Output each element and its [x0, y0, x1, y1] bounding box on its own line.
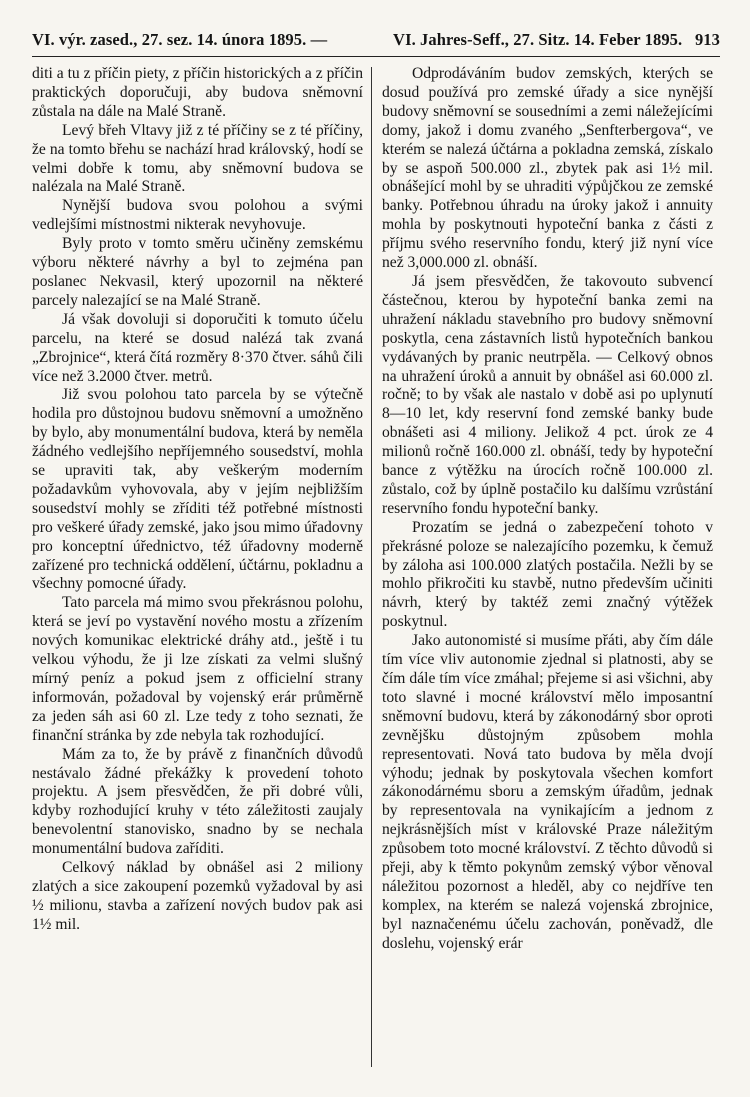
paragraph: Já však dovoluji si doporučiti k tomuto účelu parcelu, na které se dosud nalézá tak zvaná „Zbrojnice“, která čítá rozměry 8·370 čtver. sáhů čili více než 3.2000 čtver. metrů. — [32, 310, 363, 385]
page-number: 913 — [694, 30, 720, 49]
paragraph: Prozatím se jedná o zabezpečení tohoto v překrásné poloze se nalezajícího pozemku, k čemuž by záloha asi 100.000 zlatých postačila. Nežli by se mohlo přikročiti ku stavbě, nutno především učiniti návrh, který by taktéž zemi značný výtěžek poskytnul. — [382, 518, 713, 631]
paragraph: Byly proto v tomto směru učiněny zemskému výboru některé návrhy a byl to zejména pan poslanec Nekvasil, který upozornil na některé parcely nalezající se na Malé Straně. — [32, 235, 363, 309]
paragraph: Já jsem přesvědčen, že takovouto subvencí částečnou, kterou by hypoteční banka zemi na uhražení nákladu stavebního pro budovy sněmovní poskytla, cena zástavních listů hypotečních bankou vydávaných by pranic neutrpěla. — Celkový obnos na uhražení úroků a annuit by obnášel asi 60.000 zl. ročně; to by však ale nastalo v době asi po uplynutí 8—10 let, kdy reservní fond zemské banky bude obnášeti asi 4 miliony. Jelikož 4 pct. úrok ze 4 milionů ročně 160.000 zl. obnáší, tedy by hypoteční bance z výtěžku na úrocích ročně 100.000 zl. zůstalo, což by úplně postačilo ku dalšímu vzrůstání reservního fondu hypoteční banky. — [382, 272, 713, 517]
paragraph: Celkový náklad by obnášel asi 2 miliony zlatých a sice zakoupení pozemků vyžadoval by asi ½ milionu, stavba a zařízení nových budov pak asi 1½ mil. — [32, 859, 363, 933]
header-german-title: VI. Jahres-Seff., 27. Sitz. 14. Feber 1895. — [393, 30, 683, 49]
paragraph: Tato parcela má mimo svou překrásnou polohu, která se jeví po vystavění nového mostu a zřízením nových komunikac elektrické dráhy atd., ještě i tu velkou výhodu, že ji lze získati za velmi slušný mírný peníz a pokud jsem z officielní strany informován, požadoval by vojenský erár průměrně za jeden sáh asi 60 zl. Lze tedy z toho seznati, že finanční stránka by zde nebyla tak rozhodující. — [32, 594, 363, 744]
right-column — [372, 65, 713, 1067]
running-header — [32, 30, 720, 57]
header-separator: — — [310, 30, 328, 49]
header-left — [32, 30, 327, 50]
paragraph: Levý břeh Vltavy již z té příčiny se z té příčiny, že na tomto břehu se nachází hrad královský, hodí se velmi dobře k tomu, aby sněmovní budova se nalézala na Malé Straně. — [32, 121, 363, 196]
header-czech-title: VI. výr. zased., 27. sez. 14. února 1895. — [32, 30, 307, 49]
paragraph: Již svou polohou tato parcela by se výtečně hodila pro důstojnou budovu sněmovní a umožněno by bylo, aby monumentální budova, která by neměla žádného vedlejšího nepříjemného sousedství, mohla se upraviti tak, aby veškerým moderním požadavkům vyhovovala, aby v jejím nejbližším sousedství mohly se zříditi též potřebné místnosti pro veškeré úřady zemské, jako jsou mimo úřadovny pro konceptní úřednictvo, též úřadovny moderně zařízené pro technická oddělení, účtárnu, pokladnu a všechny pomocné úřady. — [32, 386, 363, 593]
paragraph: Jako autonomisté si musíme přáti, aby čím dále tím více vliv autonomie zjednal si platnosti, aby se čím dále tím více zmáhal; přejeme si asi všichni, aby toto slavné i mocné království mělo imposantní sněmovní budovu, která by zákonodárný sbor oproti zevnějšku důstojným způsobem mohla representovati. Nová tato budova by měla dvojí výhodu; jednak by poskytovala všechen komfort zákonodárnému sboru a zemským úřadům, jednak by representovala na vynikajícím a jednom z nejkrásnějších míst v královské Praze náležitým způsobem toto mocné království. Z těchto důvodů si přeji, aby k těmto pokynům zemský výbor věnoval náležitou pozornost a hleděl, aby co nejdříve ten komplex, na kterém se nalezá vojenská zbrojnice, byl naznačenému účelu zachován, poněvadž, dle doslehu, vojenský erár — [382, 632, 713, 952]
paragraph: Odprodáváním budov zemských, kterých se dosud používá pro zemské úřady a sice nynější budovy sněmovní se sousedními a zemi náležejícími domy, jakož i domu zvaného „Senfterbergova“, ve kterém se nalezá účtárna a pokladna zemská, získalo by se aspoň 500.000 zl., zbytek pak asi 1½ mil. obnášející mohl by se uhraditi výpůjčkou ze zemské banky. Potřebnou úhradu na úroky jakož i annuity mohla by poskytnouti hypoteční banka z části z příjmu svého reservního fondu, který již nyní více než 3,000.000 zl. obnáší. — [382, 65, 713, 272]
paragraph: diti a tu z příčin piety, z příčin historických a z příčin praktických doporučuji, aby budova sněmovní zůstala na dále na Malé Straně. — [32, 65, 363, 120]
header-right — [393, 30, 720, 50]
two-column-body — [32, 65, 720, 1067]
left-column — [32, 65, 371, 1067]
paragraph: Nynější budova svou polohou a svými vedlejšími místnostmi nikterak nevyhovuje. — [32, 197, 363, 234]
paragraph: Mám za to, že by právě z finančních důvodů nestávalo žádné překážky k provedení tohoto projektu. A jsem přesvědčen, že při dobré vůli, kdyby rozhodující kruhy v této záležitosti zaujaly benevolentní stanovisko, snadno by se nechala monumentální budova zaříditi. — [32, 745, 363, 858]
